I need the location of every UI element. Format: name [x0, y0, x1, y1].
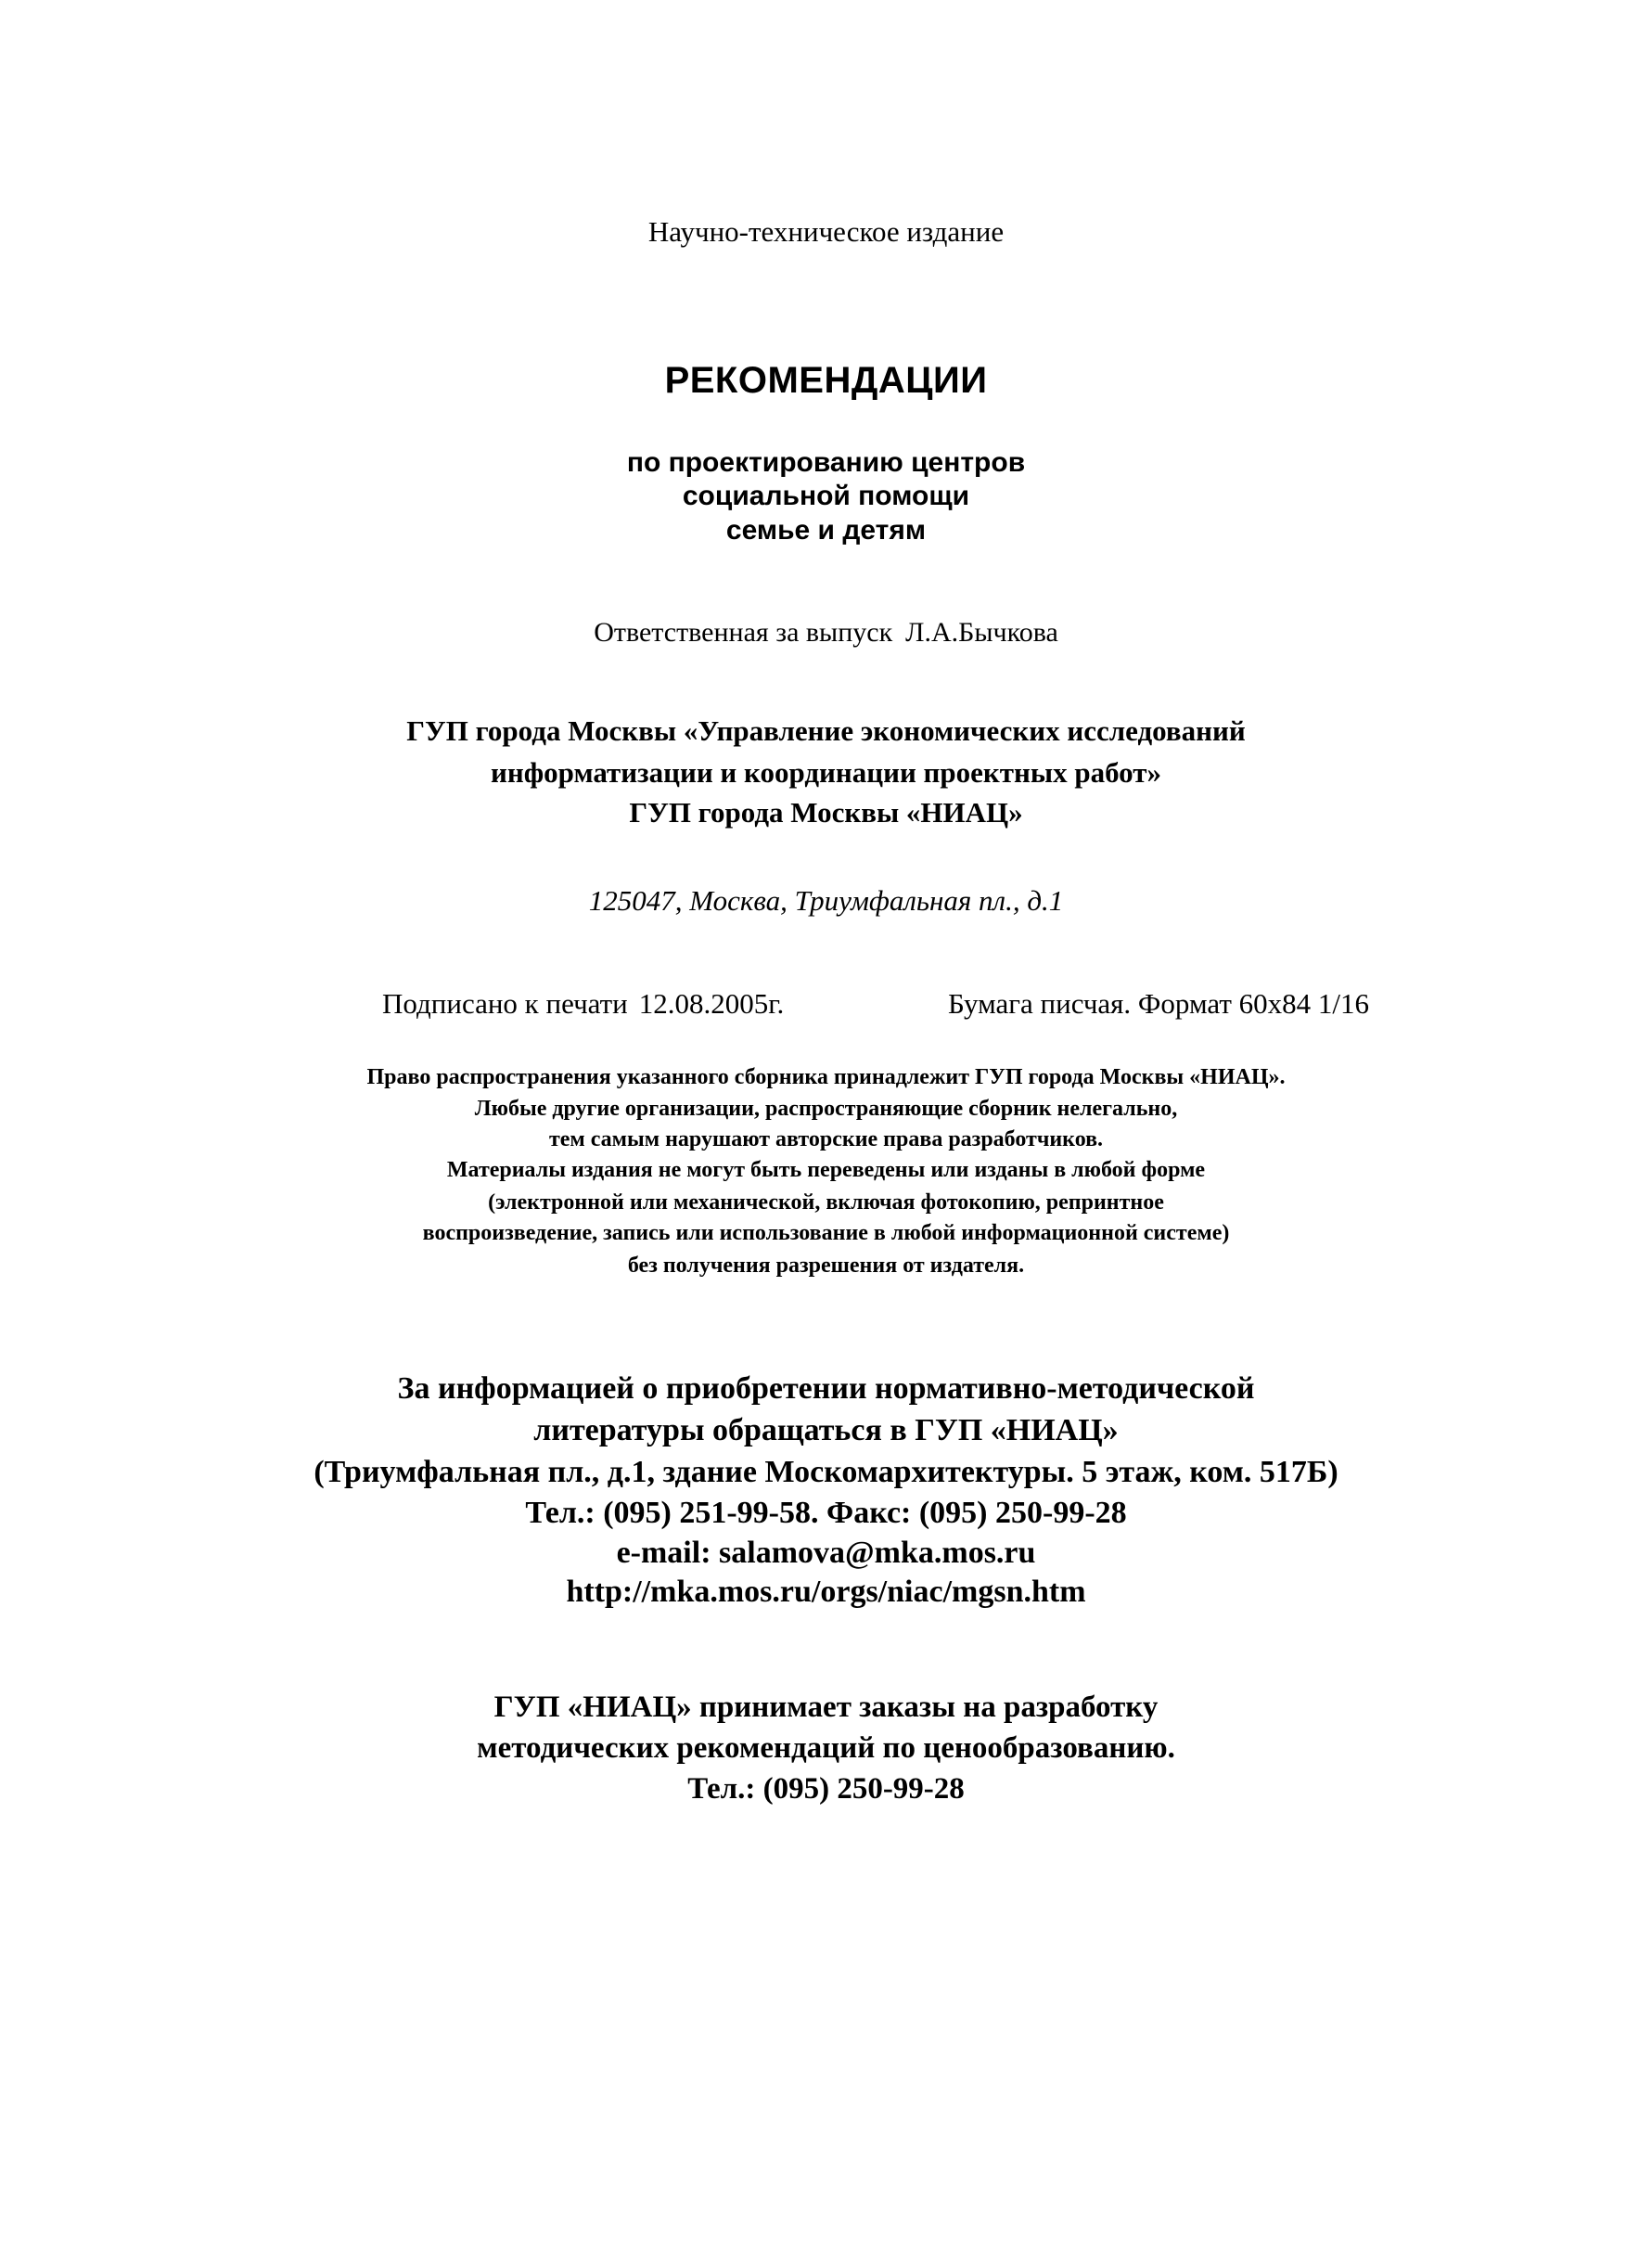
- signed-date: 12.08.2005г.: [638, 987, 785, 1020]
- contact-phone-fax: Тел.: (095) 251-99-58. Факс: (095) 250-99-28: [525, 1496, 1127, 1530]
- subtitle-line: по проектированию центров: [626, 447, 1026, 478]
- publisher-line: ГУП города Москвы «Управление экономических исследований: [406, 714, 1246, 747]
- purchase-info-line: литературы обращаться в ГУП «НИАЦ»: [533, 1413, 1119, 1447]
- orders-phone: Тел.: (095) 250-99-28: [687, 1772, 965, 1806]
- contact-url: http://mka.mos.ru/orgs/niac/mgsn.htm: [566, 1575, 1086, 1609]
- rights-notice-line: Право распространения указанного сборника принадлежит ГУП города Москвы «НИАЦ».: [366, 1065, 1286, 1089]
- rights-notice-line: Материалы издания не могут быть переведены или изданы в любой форме: [446, 1158, 1206, 1182]
- responsible-name: Л.А.Бычкова: [905, 617, 1058, 648]
- orders-info-line: ГУП «НИАЦ» принимает заказы на разработку: [493, 1691, 1159, 1724]
- edition-type: Научно-техническое издание: [647, 215, 1005, 248]
- publisher-line: ГУП города Москвы «НИАЦ»: [629, 796, 1023, 829]
- signed-label: Подписано к печати: [382, 987, 628, 1020]
- purchase-info-line: (Триумфальная пл., д.1, здание Москомархитектуры. 5 этаж, ком. 517Б): [314, 1455, 1338, 1489]
- signed-to-print: [382, 987, 784, 1021]
- rights-notice-line: Любые другие организации, распространяющие сборник нелегально,: [474, 1097, 1178, 1121]
- paper-format: Бумага писчая. Формат 60x84 1/16: [948, 987, 1369, 1020]
- rights-notice-line: (электронной или механической, включая фотокопию, репринтное: [488, 1190, 1164, 1215]
- orders-info-line: методических рекомендаций по ценообразованию.: [477, 1731, 1175, 1765]
- publisher-address: 125047, Москва, Триумфальная пл., д.1: [588, 884, 1064, 917]
- subtitle-line: социальной помощи: [682, 481, 970, 511]
- publisher-line: информатизации и координации проектных работ»: [491, 756, 1161, 789]
- rights-notice-line: без получения разрешения от издателя.: [627, 1254, 1025, 1278]
- responsible-editor: [0, 617, 1652, 649]
- contact-email: e-mail: salamova@mka.mos.ru: [616, 1536, 1036, 1570]
- subtitle-line: семье и детям: [725, 515, 927, 546]
- document-title: РЕКОМЕНДАЦИИ: [664, 360, 988, 401]
- rights-notice-line: воспроизведение, запись или использование в любой информационной системе): [422, 1221, 1230, 1245]
- responsible-label: Ответственная за выпуск: [594, 617, 893, 648]
- rights-notice-line: тем самым нарушают авторские права разработчиков.: [548, 1127, 1104, 1151]
- purchase-info-line: За информацией о приобретении нормативно-методической: [397, 1371, 1255, 1406]
